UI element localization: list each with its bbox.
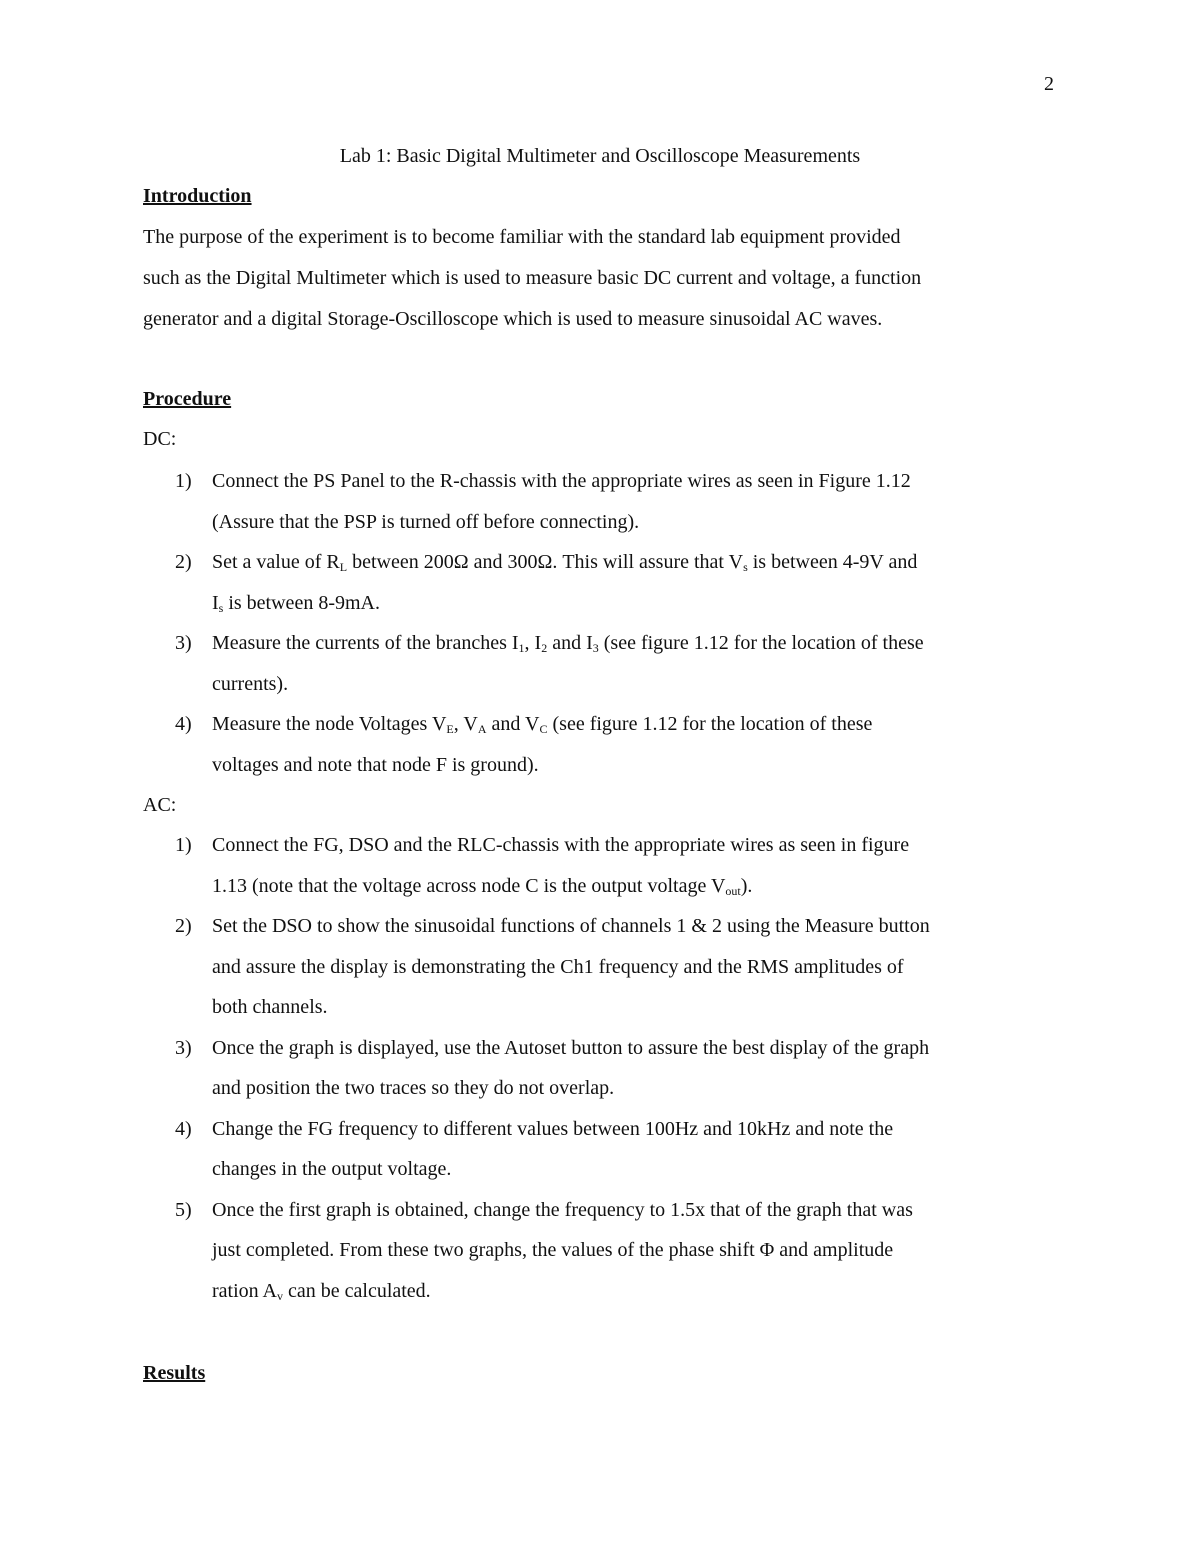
dc-step-text: Measure the currents of the branches $I_1$, $I_2$ and $I_3$ (see figure 1.12 for the location of these [212, 632, 924, 655]
introduction-line: such as the Digital Multimeter which is used to measure basic DC current and voltage, a function [143, 267, 922, 289]
ac-step-text: Once the graph is displayed, use the Autoset button to assure the best display of the graph [212, 1036, 930, 1059]
dc-step-number: 3) [175, 632, 192, 654]
dc-step-text: Measure the node Voltages $V_E$, $V_A$ and $V_C$ (see figure 1.12 for the location of these [212, 713, 873, 736]
ac-step-number: 3) [175, 1036, 192, 1059]
ac-step-number: 4) [175, 1117, 192, 1140]
dc-step-number: 1) [175, 470, 192, 492]
dc-step-text: voltages and note that node F is ground). [212, 753, 539, 776]
dc-step-number: 4) [175, 713, 192, 735]
dc-step-text: $I_s$ is between 8-9mA. [212, 591, 380, 615]
ac-step-text: and assure the display is demonstrating the Ch1 frequency and the RMS amplitudes of [212, 955, 904, 978]
ac-step-text: and position the two traces so they do not overlap. [212, 1077, 615, 1099]
dc-label: DC: [143, 428, 177, 450]
ac-step-number: 1) [175, 834, 192, 856]
dc-step-text: Set a value of $R_L$ between 200Ω and 300Ω. This will assure that $V_s$ is between 4-9V and [212, 551, 918, 574]
dc-step-number: 2) [175, 551, 192, 573]
dc-step-text: Connect the PS Panel to the R-chassis with the appropriate wires as seen in Figure 1.12 [212, 470, 911, 492]
results-heading: Results [143, 1362, 206, 1384]
ac-step-text: ration $A_v$ can be calculated. [212, 1279, 431, 1303]
introduction-line: The purpose of the experiment is to become familiar with the standard lab equipment provided [143, 226, 901, 248]
dc-step-text: (Assure that the PSP is turned off before connecting). [212, 510, 640, 533]
ac-step-text: changes in the output voltage. [212, 1158, 452, 1180]
ac-step-text: both channels. [212, 996, 328, 1018]
ac-label: AC: [143, 794, 177, 816]
introduction-line: generator and a digital Storage-Oscilloscope which is used to measure sinusoidal AC waves. [143, 308, 883, 330]
procedure-heading: Procedure [143, 388, 232, 410]
ac-step-number: 5) [175, 1198, 192, 1221]
ac-step-text: 1.13 (note that the voltage across node C is the output voltage $V_{out}$). [212, 874, 753, 898]
ac-step-number: 2) [175, 915, 192, 937]
dc-step-text: currents). [212, 672, 289, 695]
ac-step-text: just completed. From these two graphs, the values of the phase shift Φ and amplitude [212, 1239, 894, 1261]
ac-step-text: Once the first graph is obtained, change the frequency to 1.5x that of the graph that was [212, 1198, 913, 1221]
ac-step-text: Change the FG frequency to different values between 100Hz and 10kHz and note the [212, 1117, 894, 1140]
page-number: 2 [1044, 73, 1054, 95]
document-title: Lab 1: Basic Digital Multimeter and Oscilloscope Measurements [339, 145, 861, 167]
ac-step-text: Connect the FG, DSO and the RLC-chassis with the appropriate wires as seen in figure [212, 834, 910, 856]
ac-step-text: Set the DSO to show the sinusoidal functions of channels 1 & 2 using the Measure button [212, 915, 930, 937]
introduction-heading: Introduction [143, 185, 252, 207]
